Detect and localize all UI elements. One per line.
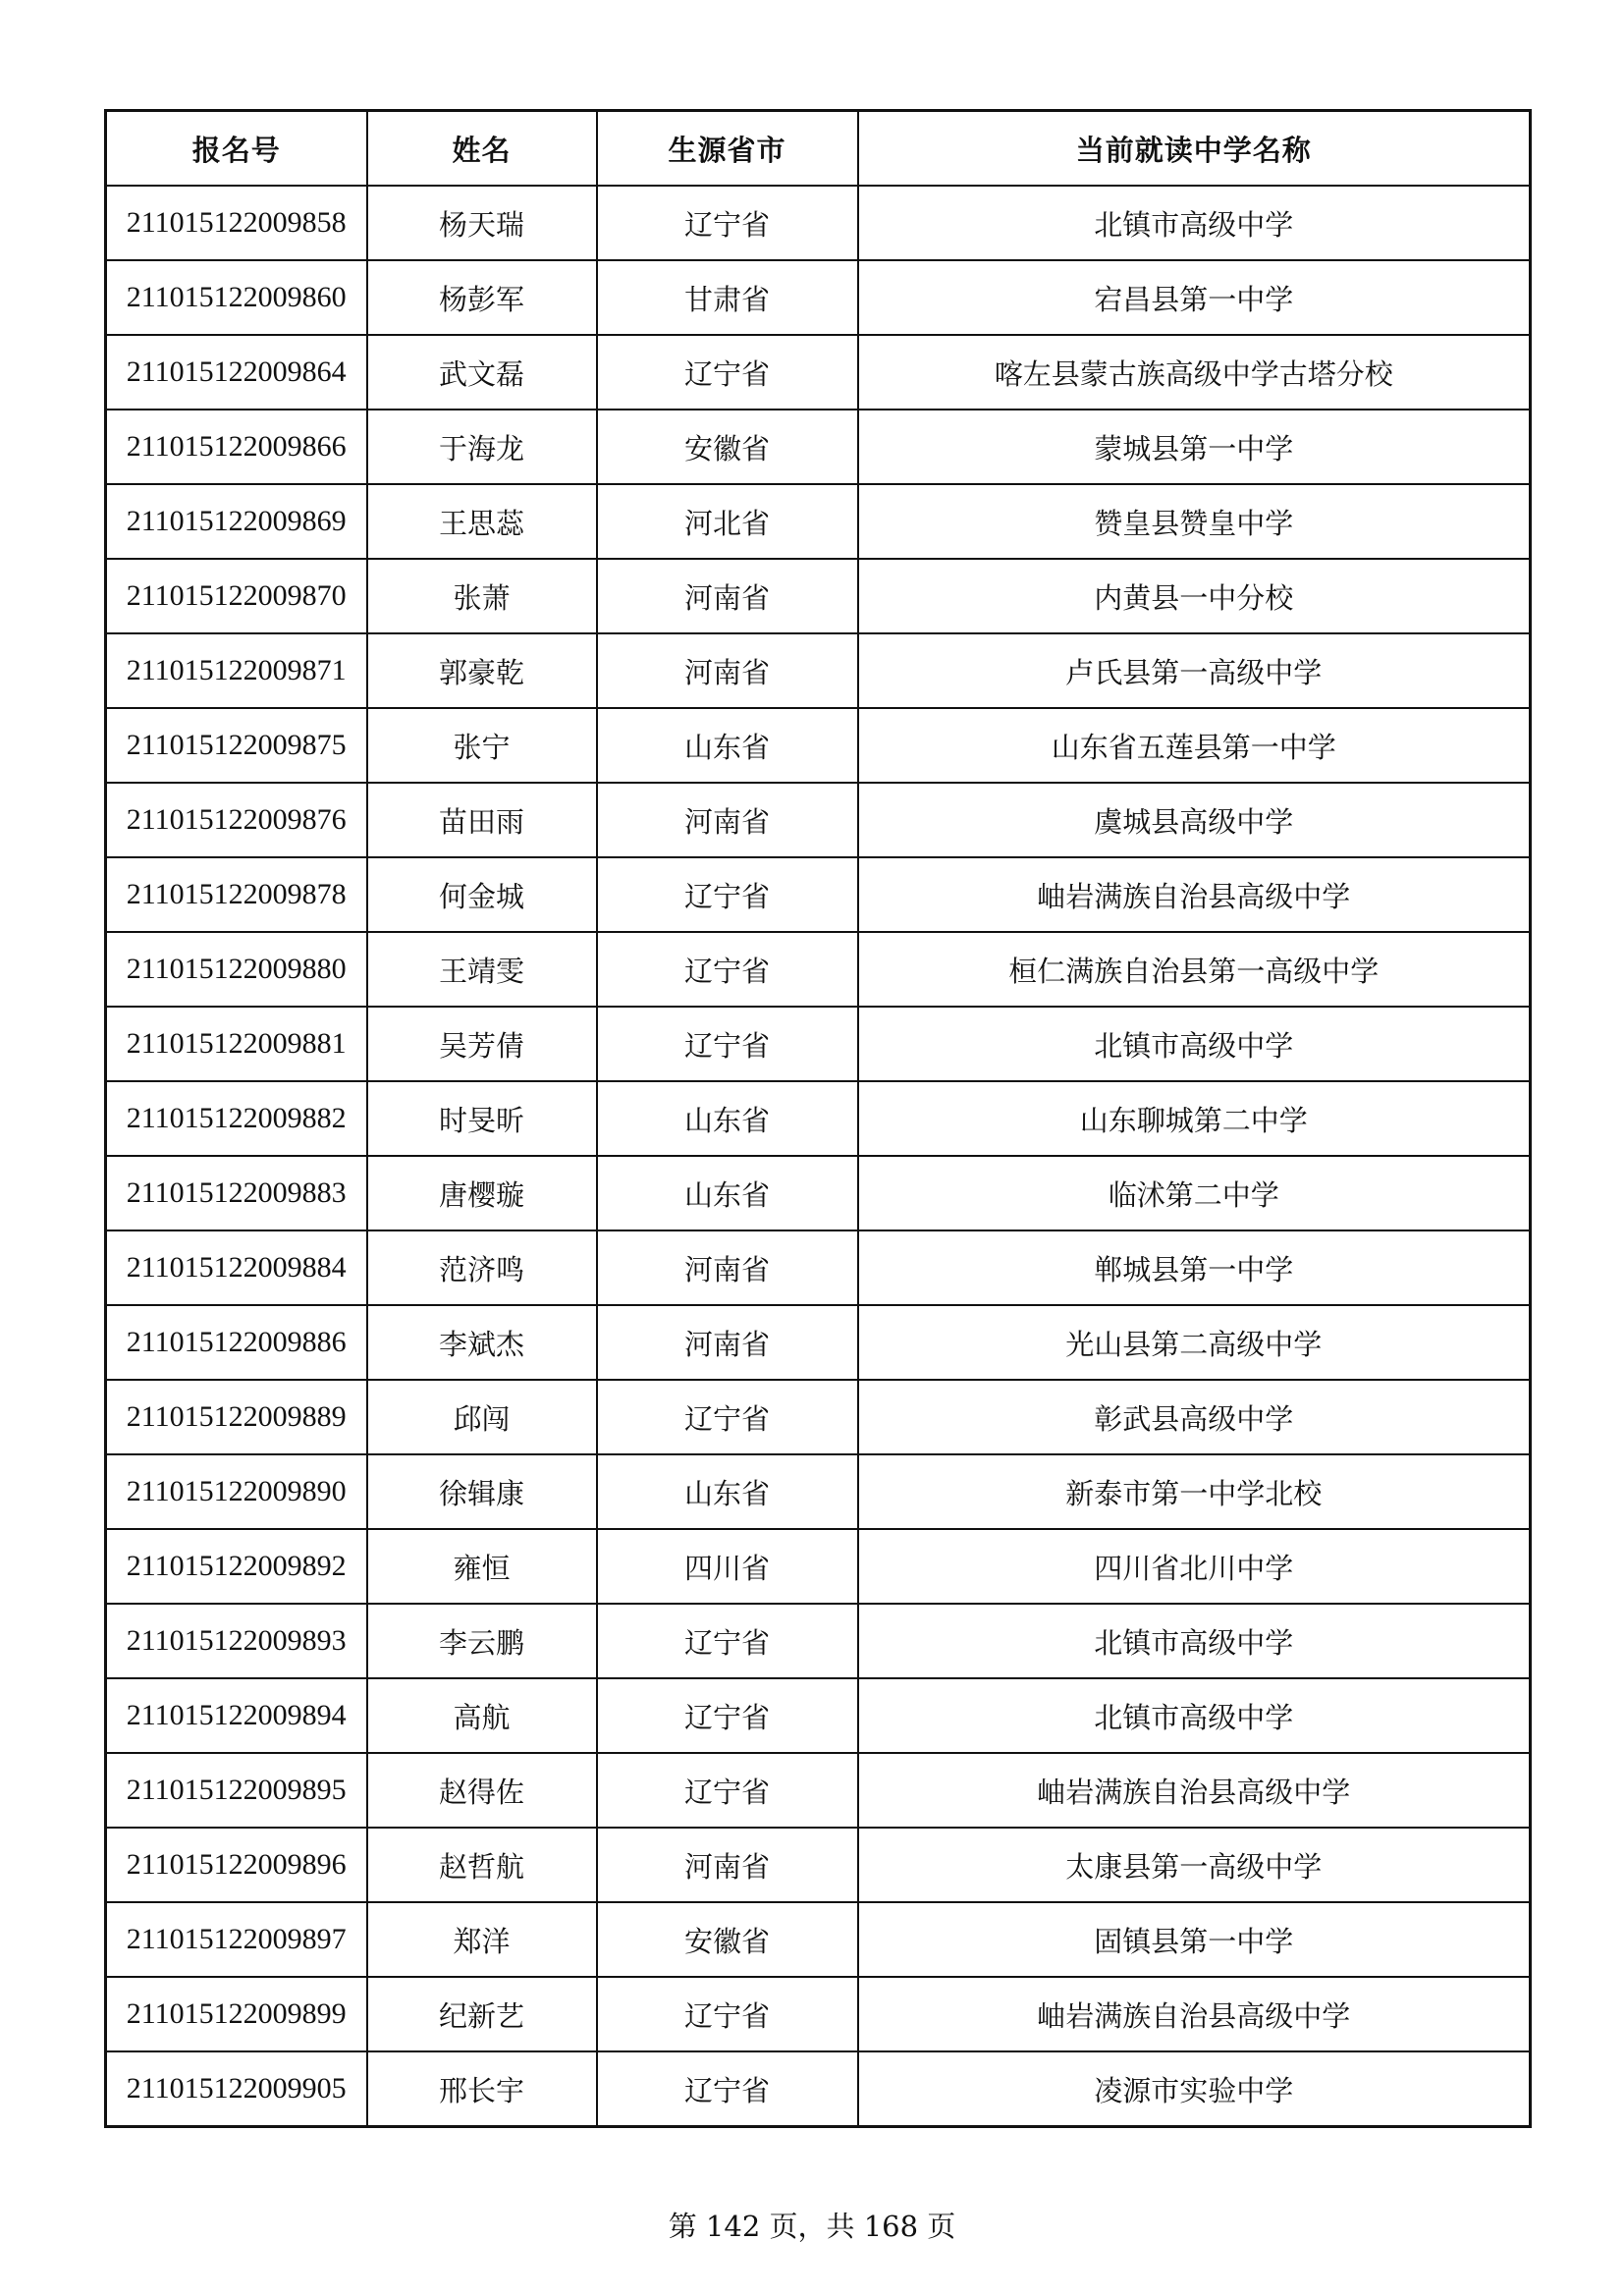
cell-name: 邢长宇: [367, 2051, 597, 2127]
header-school: 当前就读中学名称: [858, 111, 1531, 187]
cell-registration-number: 211015122009858: [106, 186, 367, 260]
table-row: [106, 1380, 1531, 1454]
cell-province: 甘肃省: [597, 260, 858, 335]
cell-registration-number: 211015122009860: [106, 260, 367, 335]
cell-province: 辽宁省: [597, 1753, 858, 1828]
table-row: [106, 857, 1531, 932]
cell-school: 岫岩满族自治县高级中学: [858, 1977, 1531, 2051]
table-row: [106, 484, 1531, 559]
cell-province: 河南省: [597, 783, 858, 857]
cell-school: 彰武县高级中学: [858, 1380, 1531, 1454]
cell-registration-number: 211015122009866: [106, 410, 367, 484]
table-row: [106, 1678, 1531, 1753]
cell-province: 辽宁省: [597, 857, 858, 932]
cell-school: 太康县第一高级中学: [858, 1828, 1531, 1902]
cell-name: 武文磊: [367, 335, 597, 410]
cell-school: 山东省五莲县第一中学: [858, 708, 1531, 783]
cell-school: 临沭第二中学: [858, 1156, 1531, 1230]
cell-name: 郭豪乾: [367, 633, 597, 708]
header-registration-number: 报名号: [106, 111, 367, 187]
cell-school: 赞皇县赞皇中学: [858, 484, 1531, 559]
table-row: [106, 1305, 1531, 1380]
cell-province: 四川省: [597, 1529, 858, 1604]
cell-name: 范济鸣: [367, 1230, 597, 1305]
cell-province: 辽宁省: [597, 1678, 858, 1753]
cell-school: 虞城县高级中学: [858, 783, 1531, 857]
cell-registration-number: 211015122009896: [106, 1828, 367, 1902]
table-row: [106, 1529, 1531, 1604]
cell-school: 桓仁满族自治县第一高级中学: [858, 932, 1531, 1007]
cell-school: 北镇市高级中学: [858, 1007, 1531, 1081]
page-footer: 第 142 页，共 168 页: [668, 2210, 956, 2243]
cell-name: 张萧: [367, 559, 597, 633]
table-row: [106, 1604, 1531, 1678]
cell-province: 河南省: [597, 1828, 858, 1902]
cell-registration-number: 211015122009880: [106, 932, 367, 1007]
cell-name: 赵得佐: [367, 1753, 597, 1828]
cell-registration-number: 211015122009864: [106, 335, 367, 410]
cell-name: 杨天瑞: [367, 186, 597, 260]
cell-name: 何金城: [367, 857, 597, 932]
cell-registration-number: 211015122009876: [106, 783, 367, 857]
cell-name: 时旻昕: [367, 1081, 597, 1156]
table-row: [106, 1454, 1531, 1529]
cell-school: 北镇市高级中学: [858, 1678, 1531, 1753]
cell-registration-number: 211015122009890: [106, 1454, 367, 1529]
cell-name: 高航: [367, 1678, 597, 1753]
cell-name: 郑洋: [367, 1902, 597, 1977]
cell-province: 河南省: [597, 559, 858, 633]
table-row: [106, 783, 1531, 857]
table-row: [106, 260, 1531, 335]
table-row: [106, 708, 1531, 783]
cell-school: 固镇县第一中学: [858, 1902, 1531, 1977]
cell-registration-number: 211015122009883: [106, 1156, 367, 1230]
cell-registration-number: 211015122009897: [106, 1902, 367, 1977]
cell-registration-number: 211015122009886: [106, 1305, 367, 1380]
table-row: [106, 1230, 1531, 1305]
table-row: [106, 1902, 1531, 1977]
table-row: [106, 1081, 1531, 1156]
cell-name: 赵哲航: [367, 1828, 597, 1902]
cell-school: 喀左县蒙古族高级中学古塔分校: [858, 335, 1531, 410]
cell-name: 苗田雨: [367, 783, 597, 857]
cell-school: 宕昌县第一中学: [858, 260, 1531, 335]
table-row: [106, 1977, 1531, 2051]
cell-name: 唐樱璇: [367, 1156, 597, 1230]
cell-school: 岫岩满族自治县高级中学: [858, 857, 1531, 932]
cell-province: 河北省: [597, 484, 858, 559]
cell-registration-number: 211015122009871: [106, 633, 367, 708]
cell-province: 辽宁省: [597, 1007, 858, 1081]
registration-table: [104, 109, 1532, 2128]
cell-province: 辽宁省: [597, 1380, 858, 1454]
cell-province: 辽宁省: [597, 2051, 858, 2127]
cell-name: 李斌杰: [367, 1305, 597, 1380]
cell-province: 山东省: [597, 1081, 858, 1156]
cell-registration-number: 211015122009899: [106, 1977, 367, 2051]
cell-registration-number: 211015122009869: [106, 484, 367, 559]
cell-registration-number: 211015122009889: [106, 1380, 367, 1454]
table-row: [106, 559, 1531, 633]
table-row: [106, 633, 1531, 708]
cell-registration-number: 211015122009895: [106, 1753, 367, 1828]
cell-school: 卢氏县第一高级中学: [858, 633, 1531, 708]
cell-province: 山东省: [597, 1156, 858, 1230]
cell-name: 吴芳倩: [367, 1007, 597, 1081]
cell-province: 安徽省: [597, 410, 858, 484]
cell-school: 蒙城县第一中学: [858, 410, 1531, 484]
cell-name: 邱闯: [367, 1380, 597, 1454]
table-row: [106, 1828, 1531, 1902]
cell-school: 郸城县第一中学: [858, 1230, 1531, 1305]
cell-province: 山东省: [597, 708, 858, 783]
cell-province: 安徽省: [597, 1902, 858, 1977]
cell-name: 纪新艺: [367, 1977, 597, 2051]
table-row: [106, 1007, 1531, 1081]
cell-registration-number: 211015122009870: [106, 559, 367, 633]
cell-name: 张宁: [367, 708, 597, 783]
table-row: [106, 335, 1531, 410]
table-row: [106, 932, 1531, 1007]
cell-registration-number: 211015122009893: [106, 1604, 367, 1678]
cell-province: 河南省: [597, 633, 858, 708]
table-row: [106, 410, 1531, 484]
cell-name: 徐辑康: [367, 1454, 597, 1529]
cell-school: 山东聊城第二中学: [858, 1081, 1531, 1156]
cell-province: 辽宁省: [597, 335, 858, 410]
cell-school: 内黄县一中分校: [858, 559, 1531, 633]
document-sheet: [104, 109, 1529, 2128]
cell-province: 山东省: [597, 1454, 858, 1529]
table-row: [106, 2051, 1531, 2127]
table-header-row: [106, 111, 1531, 187]
cell-name: 杨彭军: [367, 260, 597, 335]
table-row: [106, 1156, 1531, 1230]
cell-name: 王靖雯: [367, 932, 597, 1007]
cell-registration-number: 211015122009894: [106, 1678, 367, 1753]
cell-school: 岫岩满族自治县高级中学: [858, 1753, 1531, 1828]
cell-registration-number: 211015122009878: [106, 857, 367, 932]
cell-province: 辽宁省: [597, 932, 858, 1007]
cell-registration-number: 211015122009882: [106, 1081, 367, 1156]
cell-name: 于海龙: [367, 410, 597, 484]
table-body: [106, 186, 1531, 2127]
cell-registration-number: 211015122009892: [106, 1529, 367, 1604]
cell-province: 辽宁省: [597, 186, 858, 260]
cell-name: 雍恒: [367, 1529, 597, 1604]
cell-school: 北镇市高级中学: [858, 1604, 1531, 1678]
cell-registration-number: 211015122009881: [106, 1007, 367, 1081]
cell-school: 新泰市第一中学北校: [858, 1454, 1531, 1529]
cell-registration-number: 211015122009905: [106, 2051, 367, 2127]
cell-school: 四川省北川中学: [858, 1529, 1531, 1604]
table-row: [106, 1753, 1531, 1828]
header-name: 姓名: [367, 111, 597, 187]
cell-registration-number: 211015122009875: [106, 708, 367, 783]
cell-school: 凌源市实验中学: [858, 2051, 1531, 2127]
cell-registration-number: 211015122009884: [106, 1230, 367, 1305]
header-province: 生源省市: [597, 111, 858, 187]
cell-name: 王思蕊: [367, 484, 597, 559]
cell-name: 李云鹏: [367, 1604, 597, 1678]
cell-province: 河南省: [597, 1230, 858, 1305]
table-row: [106, 186, 1531, 260]
cell-province: 辽宁省: [597, 1977, 858, 2051]
cell-school: 光山县第二高级中学: [858, 1305, 1531, 1380]
cell-province: 河南省: [597, 1305, 858, 1380]
cell-school: 北镇市高级中学: [858, 186, 1531, 260]
cell-province: 辽宁省: [597, 1604, 858, 1678]
